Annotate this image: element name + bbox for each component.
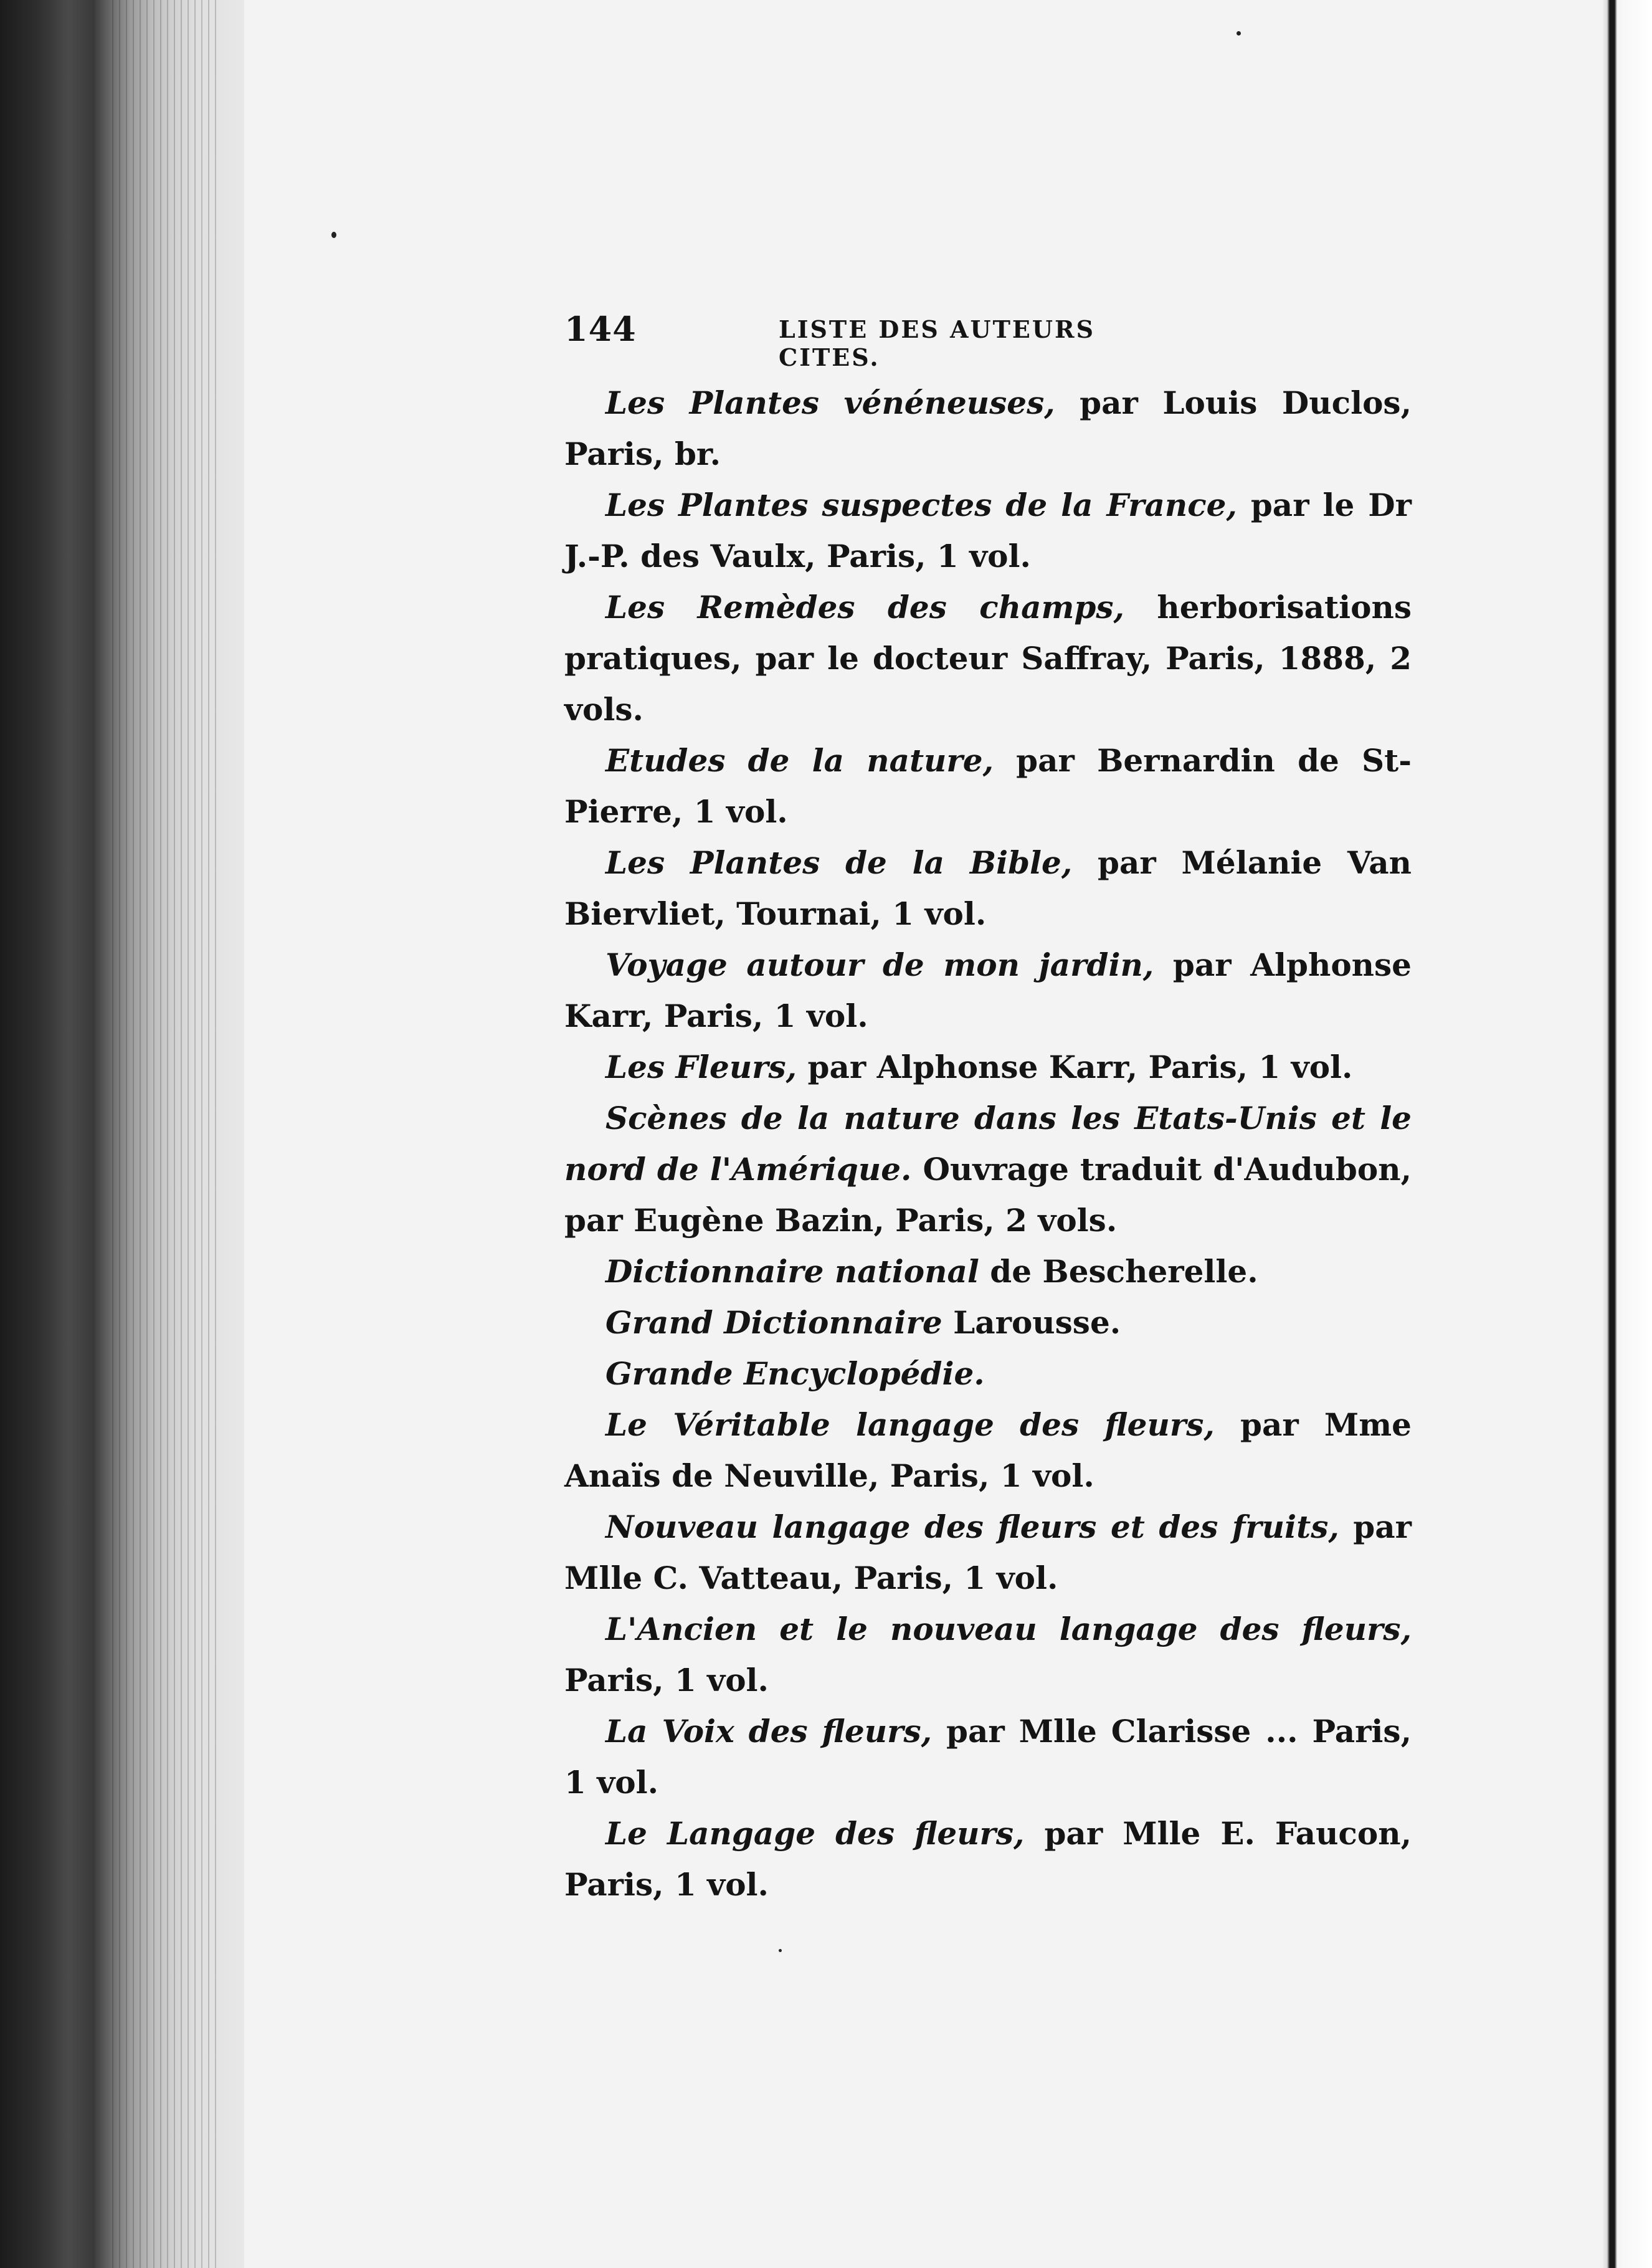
bibliography-entry xyxy=(564,1297,1412,1348)
entry-title: Les Plantes vénéneuses, xyxy=(605,384,1055,421)
entry-details: par Mélanie Van Biervliet, Tournai, 1 vol. xyxy=(564,844,1412,932)
ink-speck xyxy=(1237,31,1241,36)
entry-details: Ouvrage traduit d'Audubon, par Eugène Bazin, Paris, 2 vols. xyxy=(564,1151,1412,1239)
bibliography-entry xyxy=(564,940,1412,1042)
entry-title: Scènes de la nature dans les Etats-Unis et le nord de l'Amérique. xyxy=(564,1100,1412,1188)
entry-details: Paris, 1 vol. xyxy=(564,1662,769,1699)
bibliography-entry xyxy=(564,378,1412,480)
bibliography-entry xyxy=(564,1604,1412,1706)
entry-details: herborisations pratiques, par le docteur Saffray, Paris, 1888, 2 vols. xyxy=(564,589,1412,728)
entry-details: par Mlle Clarisse ... Paris, 1 vol. xyxy=(564,1713,1412,1801)
bibliography-entry xyxy=(564,1246,1412,1297)
bibliography-entry xyxy=(564,1042,1412,1093)
entry-title: Le Langage des fleurs, xyxy=(605,1815,1025,1852)
entry-title: L'Ancien et le nouveau langage des fleurs, xyxy=(605,1611,1412,1647)
bibliography-entry xyxy=(564,1706,1412,1808)
entry-details: par Louis Duclos, Paris, br. xyxy=(564,384,1412,472)
ink-speck xyxy=(779,1949,782,1952)
entry-title: Nouveau langage des fleurs et des fruits, xyxy=(605,1508,1339,1545)
entry-title: Les Remèdes des champs, xyxy=(605,589,1124,626)
bibliography-entry xyxy=(564,1808,1412,1910)
entry-details: par Mme Anaïs de Neuville, Paris, 1 vol. xyxy=(564,1406,1412,1494)
entry-details: Larousse. xyxy=(942,1304,1121,1341)
entry-title: Voyage autour de mon jardin, xyxy=(605,946,1154,983)
entry-details: de Bescherelle. xyxy=(979,1253,1258,1290)
entry-title: Etudes de la nature, xyxy=(605,742,994,779)
entry-title: Les Fleurs, xyxy=(605,1049,797,1085)
entry-details: par le Dr J.-P. des Vaulx, Paris, 1 vol. xyxy=(564,487,1412,574)
bibliography-entry xyxy=(564,837,1412,940)
bibliography-entry xyxy=(564,735,1412,837)
entry-details: par Bernardin de St-Pierre, 1 vol. xyxy=(564,742,1412,830)
entry-title: La Voix des fleurs, xyxy=(605,1713,933,1750)
bibliography-entry xyxy=(564,582,1412,735)
entry-details: par Alphonse Karr, Paris, 1 vol. xyxy=(564,946,1412,1034)
bibliography-entry xyxy=(564,1348,1412,1399)
running-title: LISTE DES AUTEURS CITES. xyxy=(779,315,1096,371)
bibliography-entry xyxy=(564,480,1412,582)
entry-title: Les Plantes suspectes de la France, xyxy=(605,487,1237,523)
page-stack-edges xyxy=(112,0,218,2268)
entry-title: Les Plantes de la Bible, xyxy=(605,844,1073,881)
bibliography-list xyxy=(564,378,1412,1910)
bibliography-entry xyxy=(564,1502,1412,1604)
bibliography-entry xyxy=(564,1093,1412,1246)
entry-details: par Mlle C. Vatteau, Paris, 1 vol. xyxy=(564,1508,1412,1596)
entry-title: Grande Encyclopédie. xyxy=(605,1355,985,1392)
entry-title: Dictionnaire national xyxy=(605,1253,979,1290)
page-header xyxy=(564,309,1187,371)
entry-title: Le Véritable langage des fleurs, xyxy=(605,1406,1215,1443)
page-number: 144 xyxy=(564,309,637,349)
entry-details: par Mlle E. Faucon, Paris, 1 vol. xyxy=(564,1815,1412,1903)
ink-speck xyxy=(331,232,336,238)
right-page-edge xyxy=(1602,0,1652,2268)
entry-title: Grand Dictionnaire xyxy=(605,1304,942,1341)
bibliography-entry xyxy=(564,1399,1412,1502)
entry-details: par Alphonse Karr, Paris, 1 vol. xyxy=(797,1049,1353,1085)
